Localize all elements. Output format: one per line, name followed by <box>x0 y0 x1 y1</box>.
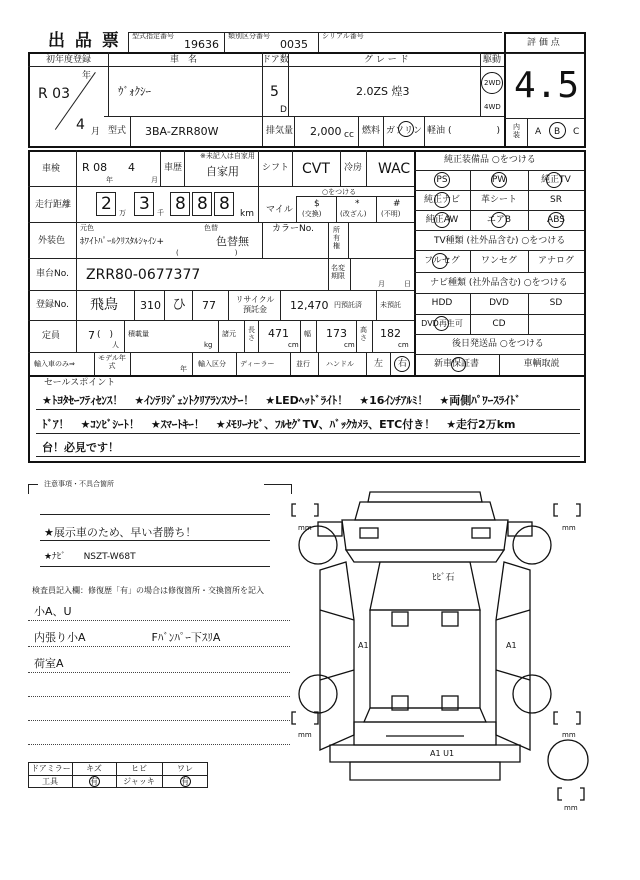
fuel-gasoline-circle <box>398 121 414 137</box>
interior-b-circle <box>549 122 566 139</box>
doors-value: 5 <box>270 84 279 100</box>
equip-pw: PW <box>491 175 507 185</box>
import-dealer: ディーラー <box>240 360 275 368</box>
color-paren: ( ) <box>176 249 238 257</box>
tool-hibi: ヒビ <box>131 764 147 773</box>
registration-kana: ひ <box>172 297 186 313</box>
length-cm: cm <box>288 341 299 349</box>
navi-dvd-play: DVD再生可 <box>421 319 463 328</box>
load-unit: kg <box>204 341 213 349</box>
height-value: 182 <box>380 327 401 340</box>
mileage-circle-note: ○をつける <box>322 188 357 196</box>
fuel-gasoline: ガソリン <box>386 126 423 136</box>
doors-suffix: D <box>280 105 287 115</box>
equip-abs: ABS <box>547 215 565 225</box>
equip-leather: 革シート <box>480 195 517 205</box>
width-value: 173 <box>326 327 347 340</box>
equip-airbag-circle <box>491 212 507 228</box>
drive-4wd: 4WD <box>484 103 501 111</box>
registration-number: 310 <box>140 299 161 312</box>
mileage-digit-5: 8 <box>219 194 230 214</box>
sales-point-label: セールスポイント <box>44 378 116 388</box>
front-right-tire-mm: mm <box>562 524 576 532</box>
color-no-label: カラーNo. <box>272 224 314 234</box>
model-year-unit: 年 <box>180 365 187 373</box>
history-value: 自家用 <box>206 165 239 178</box>
equip-tv: 純正TV <box>541 175 571 185</box>
jack-label: ジャッキ <box>123 777 155 786</box>
interior-label: 内装 <box>513 123 520 139</box>
ruibetsu-label: 類別区分番号 <box>228 32 270 40</box>
rear-mark: A1 U1 <box>430 749 455 758</box>
inspector-line-3: 荷室A <box>34 657 64 670</box>
import-only: 輸入車のみ⇒ <box>34 360 75 368</box>
later-warranty-circle <box>451 357 466 372</box>
mileage-modified-label: (改ざん) <box>340 210 367 218</box>
inspector-line-1: 小A、U <box>34 605 72 618</box>
equip-airbag: エアB <box>486 215 512 225</box>
equip-navi: 純正ナビ <box>423 195 460 205</box>
tool-door-mirror: ドアミラー <box>31 764 71 773</box>
width-cm: cm <box>344 341 355 349</box>
load-label: 積載量 <box>128 330 149 338</box>
doors-label: ドア数 <box>262 55 289 65</box>
registration-serial: 77 <box>202 299 216 312</box>
height-cm: cm <box>398 341 409 349</box>
length-label: 長さ <box>248 326 255 343</box>
capacity-label: 定員 <box>42 331 61 341</box>
mile-label: マイル <box>266 205 293 215</box>
tv-analog: アナログ <box>537 256 574 266</box>
sales-point-line-2: ﾄﾞｱ！ ★ｺﾝﾋﾞｼｰﾄ！ ★ｽﾏｰﾄｷｰ！ ★ﾒﾓﾘｰﾅﾋﾞ、ﾌﾙｾｸﾞTV、ﾊﾞｯｸｶﾒﾗ、ETC付き！ ★走行2万km <box>42 418 516 431</box>
later-manual: 車輌取説 <box>523 359 560 369</box>
first-reg-label: 初年度登録 <box>46 55 92 65</box>
fuel-diesel: 軽油 <box>427 126 446 136</box>
registration-label: 登録No. <box>36 300 69 310</box>
shift-label: シフト <box>262 163 290 173</box>
transfer-label: 名変期限 <box>331 264 345 281</box>
score-label: 評 価 点 <box>527 38 560 48</box>
recycle-label: リサイクル預託金 <box>235 295 275 314</box>
mileage-digit-1: 2 <box>101 194 112 214</box>
tool-value-circle <box>89 776 100 787</box>
ac-label: 冷房 <box>344 163 363 173</box>
first-reg-year-unit: 年 <box>82 71 92 81</box>
recycle-unpaid: 未預託 <box>380 301 401 309</box>
inspector-line-2: 内張り小A Fﾊﾞﾝﾊﾟｰ下ｽﾘA <box>34 631 221 644</box>
equip-ps: PS <box>436 175 448 185</box>
recycle-value: 12,470 <box>290 299 329 312</box>
drive-2wd: 2WD <box>484 79 501 87</box>
later-title: 後日発送品 ○をつける <box>452 339 544 349</box>
import-parallel: 並行 <box>296 360 310 368</box>
rear-left-tire-mm: mm <box>298 731 312 739</box>
sales-point-line-3: 台！必見です！ <box>42 441 119 454</box>
displacement-value: 2,000 <box>310 125 342 138</box>
car-name-label: 車 名 <box>170 55 198 65</box>
interior-b: B <box>554 127 561 137</box>
drive-2wd-circle <box>481 72 503 94</box>
color-change: 色替無 <box>216 235 249 248</box>
handle-right-circle <box>394 356 410 372</box>
chassis-value: ZRR80-0677377 <box>86 267 201 283</box>
rear-right-tire-mm: mm <box>562 731 576 739</box>
katashiki-value: 19636 <box>184 38 219 51</box>
fuel-label: 燃料 <box>362 126 381 136</box>
model-value: 3BA-ZRR80W <box>145 125 219 138</box>
owner-label: 所有権 <box>333 226 340 251</box>
registration-region: 飛鳥 <box>90 297 118 313</box>
navi-sd: SD <box>549 298 563 308</box>
width-label: 幅 <box>304 330 311 338</box>
fuel-paren: ( ) <box>448 126 501 136</box>
inspection-month-unit: 月 <box>151 176 158 184</box>
capacity-paren: ( ) <box>97 330 114 340</box>
navi-dvd: DVD <box>489 298 509 308</box>
car-diagram <box>290 470 640 870</box>
shift-value: CVT <box>302 161 330 177</box>
transfer-day-unit: 日 <box>404 280 411 288</box>
front-left-tire-mm: mm <box>298 524 312 532</box>
mileage-swap-label: (交換) <box>302 210 322 218</box>
tool-label: 工具 <box>42 777 58 786</box>
navi-cd: CD <box>492 319 506 329</box>
navi-hdd: HDD <box>431 298 453 308</box>
navi-dvd-play-circle <box>434 316 449 331</box>
right-body-mark: A1 <box>506 641 517 650</box>
jack-value-circle <box>180 776 191 787</box>
capacity-value: 7 <box>88 329 95 342</box>
mileage-sen: 千 <box>157 209 164 217</box>
notes-line-2: ★展示車のため、早い者勝ち！ <box>44 526 197 539</box>
import-class-label: 輸入区分 <box>198 360 226 368</box>
tv-title: TV種類 (社外品含む) ○をつける <box>434 236 566 246</box>
spare-tire-mm: mm <box>564 804 578 812</box>
inspection-year: R 08 <box>82 161 108 174</box>
left-body-mark: A1 <box>358 641 369 650</box>
equip-aw: 純正AW <box>425 215 459 225</box>
tool-ware: ワレ <box>177 764 193 773</box>
color-orig: ﾎﾜｲﾄﾊﾟｰﾙｸﾘｽﾀﾙｼｬｲﾝ+ <box>80 237 165 247</box>
mileage-digit-3: 8 <box>175 194 186 214</box>
equip-tv-circle <box>546 172 562 188</box>
ac-value: WAC <box>378 161 411 177</box>
mileage-digit-4: 8 <box>197 194 208 214</box>
tool-kizu: キズ <box>86 764 102 773</box>
tv-fullseg: フルセグ <box>424 256 460 266</box>
mileage-unknown-label: (不明) <box>381 210 401 218</box>
interior-a: A <box>535 127 542 137</box>
first-reg-month-unit: 月 <box>91 127 101 137</box>
tv-fullseg-circle <box>432 253 448 269</box>
serial-label: シリアル番号 <box>322 32 364 40</box>
mileage-man: 万 <box>119 209 126 217</box>
equip-aw-circle <box>434 212 450 228</box>
car-name: ｳﾞｫｸｼｰ <box>118 85 151 98</box>
notes-line-3: ★ﾅﾋﾞ NSZT-W68T <box>44 552 136 562</box>
equipment-title: 純正装備品 ○をつける <box>444 155 536 165</box>
handle-left: 左 <box>374 359 384 369</box>
sales-point-line-1: ★ﾄﾖﾀｾｰﾌﾃｨｾﾝｽ！ ★ｲﾝﾃﾘｼﾞｪﾝﾄｸﾘｱﾗﾝｽｿﾅｰ！ ★LEDﾍｯﾄﾞﾗｲﾄ！ ★16ｲﾝﾁｱﾙﾐ！ ★両側ﾊﾟﾜｰｽﾗｲﾄﾞ <box>42 394 521 407</box>
grade-value: 2.0ZS 煌3 <box>356 85 410 98</box>
mileage-swap: $ <box>314 199 320 209</box>
notes-label: 注意事項・不具合箇所 <box>44 480 114 488</box>
equip-abs-circle <box>548 212 564 228</box>
grade-label: グ レ ー ド <box>364 55 409 65</box>
model-year-label: モデル年式 <box>98 354 126 370</box>
length-value: 471 <box>268 327 289 340</box>
form-title: 出 品 票 <box>48 31 121 51</box>
inspector-label: 検査員記入欄：修復歴「有」の場合は修復箇所・交換箇所を記入 <box>32 586 264 595</box>
katashiki-label: 型式指定番号 <box>132 32 174 40</box>
color-change-label: 色替 <box>204 224 218 232</box>
score-value: 4.5 <box>514 65 580 106</box>
mileage-unknown: # <box>393 199 401 209</box>
displacement-unit: cc <box>344 130 354 140</box>
dims-label: 諸元 <box>222 330 236 338</box>
inspection-year-unit: 年 <box>106 176 113 184</box>
recycle-unit: 円預託済 <box>334 301 362 309</box>
ruibetsu-value: 0035 <box>280 38 308 51</box>
color-orig-label: 元色 <box>80 224 94 232</box>
tool-value: 有 <box>90 777 98 786</box>
equip-sr: SR <box>550 195 562 205</box>
height-label: 高さ <box>360 326 367 343</box>
transfer-month-unit: 月 <box>378 280 385 288</box>
mileage-modified: * <box>355 199 360 209</box>
equip-ps-circle <box>434 172 450 188</box>
drive-label: 駆動 <box>483 55 502 65</box>
capacity-unit: 人 <box>112 341 119 349</box>
handle-label: ハンドル <box>326 360 354 368</box>
first-reg-month: 4 <box>76 117 85 133</box>
handle-right: 右 <box>398 359 408 369</box>
tv-oneseg: ワンセグ <box>480 256 517 266</box>
first-reg-era: R 03 <box>38 86 70 102</box>
history-note: ※未記入は自家用 <box>200 152 255 160</box>
inspection-label: 車検 <box>42 164 61 174</box>
color-label: 外装色 <box>38 236 66 246</box>
windshield-mark: ﾋﾋﾞ石 <box>432 573 455 583</box>
mileage-km: km <box>240 209 254 219</box>
inspection-month: 4 <box>128 161 135 174</box>
mileage-digit-2: 3 <box>139 194 150 214</box>
chassis-label: 車台No. <box>36 269 69 279</box>
equip-navi-circle <box>434 192 450 208</box>
later-warranty: 新車保証書 <box>433 359 479 369</box>
mileage-label: 走行距離 <box>35 200 72 210</box>
navi-title: ナビ種類 (社外品含む) ○をつける <box>430 278 568 288</box>
history-label: 車歴 <box>164 163 183 173</box>
interior-c: C <box>573 127 580 137</box>
displacement-label: 排気量 <box>266 126 294 136</box>
model-label: 型式 <box>108 126 127 136</box>
jack-value: 有 <box>181 777 189 786</box>
equip-pw-circle <box>491 172 507 188</box>
